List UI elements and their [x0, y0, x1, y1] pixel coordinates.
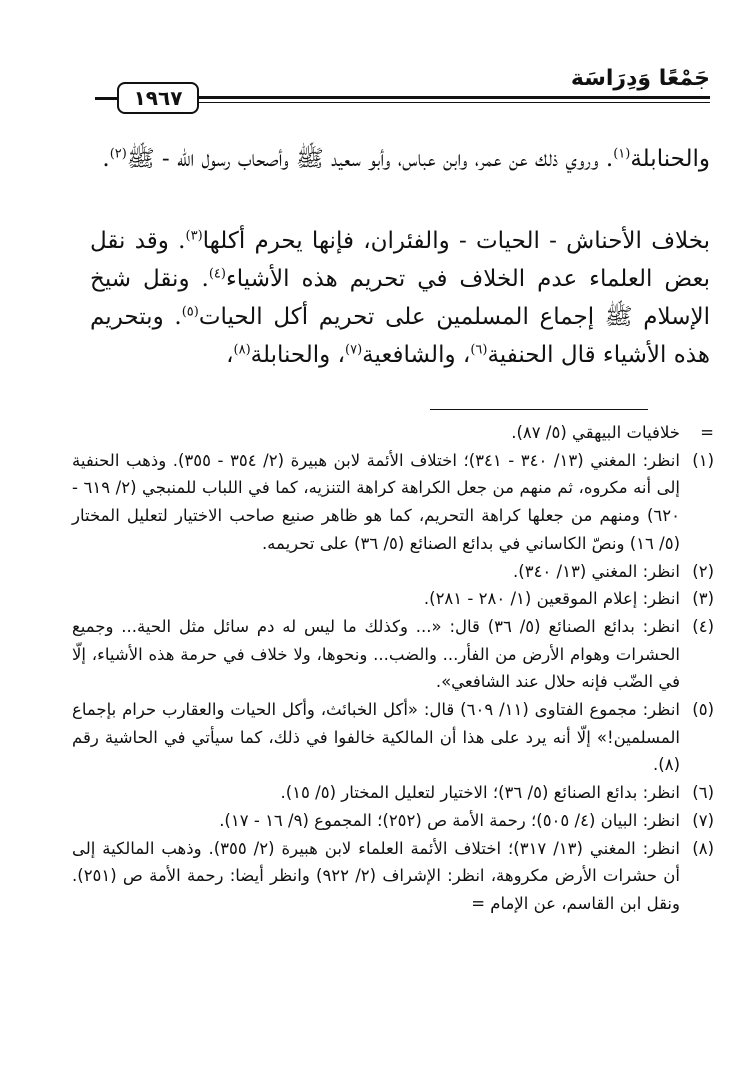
footnote-mark: (٧) [692, 810, 714, 830]
text-run: . ونقل شيخ الإسلام ﷺ إجماع المسلمين على تحريم أكل الحيات [90, 266, 711, 330]
header-rule-thin [190, 102, 710, 103]
text-run: والحنابلة [630, 146, 710, 172]
footnote-mark: (٢) [692, 561, 714, 581]
footnote-text: انظر: مجموع الفتاوى (١١/ ٦٠٩) قال: «أكل الخبائث، وأكل الحيات والعقارب حرام بإجماع المسلمين!» إلّا أنه يرد على هذا أن المالكية خالفوا في ذلك، كما سيأتي في الحاشية رقم (٨). [72, 700, 680, 775]
footnote [72, 447, 714, 558]
text-run: . وروي ذلك عن عمر، وابن عباس، وأبو سعيد ﷺ وأصحاب رسول الله - ﷺ [126, 146, 614, 172]
footnote-mark: (٦) [692, 783, 714, 803]
footnote-mark: (٤) [692, 616, 714, 636]
footnote-text: انظر: المغني (١٣/ ٣١٧)؛ اختلاف الأئمة العلماء لابن هبيرة (٢/ ٣٥٥). وذهب المالكية إلى أن حشرات الأرض مكروهة، انظر: الإشراف (٢/ ٩٢٢) وانظر أيضا: رحمة الأمة ص (٢٥١). ونقل ابن القاسم، عن الإمام = [72, 838, 680, 913]
text-run: . وبتحريم هذه الأشياء قال الحنفية [90, 304, 710, 368]
footnote-text: انظر: بدائع الصنائع (٥/ ٣٦) قال: «... وكذلك ما ليس له دم سائل مثل الحية... وجميع الحشرات وهوام الأرض من الفأر... والضب... ونحوها، ولا خلاف في حرمة هذه الأشياء، إلّا في الضّب فإنه حلال عند الشافعي». [72, 616, 680, 692]
footnote-text: انظر: المغني (١٣/ ٣٤٠). [513, 561, 680, 581]
text-run: . [102, 146, 110, 172]
footnote-mark: (١) [692, 450, 714, 470]
footnote [72, 807, 714, 835]
footnote [72, 585, 714, 613]
footnote-ref: (٦) [470, 342, 488, 358]
footnote-ref: (٣) [185, 228, 203, 244]
footnote [72, 613, 714, 696]
text-run: ، والشافعية [362, 342, 471, 368]
footnote-text: انظر: المغني (١٣/ ٣٤٠ - ٣٤١)؛ اختلاف الأئمة لابن هبيرة (٢/ ٣٥٤ - ٣٥٥). وذهب الحنفية إلى أنه مكروه، ثم منهم من جعل الكراهة كراهة التنزيه، كما في اللباب للمنبجي (٢/ ٦١٩ - ٦٢٠) ومنهم من جعلها كراهة التحريم، كما هو ظاهر صنيع صاحب الاختيار لتعليل المختار (٥/ ١٦) ونصّ الكاساني في بدائع الصنائع (٥/ ٣٦) على تحريمه. [72, 450, 680, 553]
footnote-text: انظر: إعلام الموقعين (١/ ٢٨٠ - ٢٨١). [423, 589, 680, 609]
footnote-ref: (١) [613, 146, 631, 162]
footnote [72, 419, 714, 447]
header-rule-thick [190, 96, 710, 99]
footnote [72, 835, 714, 918]
footnotes [72, 419, 714, 918]
text-run: ، والحنابلة [250, 342, 346, 368]
footnote-ref: (٧) [345, 342, 363, 358]
running-title: جَمْعًا وَدِرَاسَة [570, 66, 710, 91]
footnote-ref: (٥) [181, 304, 199, 320]
footnote [72, 779, 714, 807]
footnote [72, 558, 714, 586]
main-paragraph-1 [90, 140, 710, 178]
footnote-ref: (٨) [233, 342, 251, 358]
footnote-ref: (٤) [208, 266, 226, 282]
text-run: بخلاف الأحناش - الحيات - والفئران، فإنها يحرم أكلها [202, 228, 711, 254]
footnote-ref: (٢) [109, 146, 127, 162]
footnote-text: انظر: بدائع الصنائع (٥/ ٣٦)؛ الاختيار لتعليل المختار (٥/ ١٥). [280, 783, 680, 803]
footnote-mark: (٣) [692, 589, 714, 609]
main-paragraph-2 [90, 222, 710, 374]
footnote-separator [430, 409, 648, 410]
footnote-mark: (٥) [692, 700, 714, 720]
footnote-mark: (٨) [692, 838, 714, 858]
page-number: ١٩٦٧ [117, 82, 199, 114]
footnote-text: خلافيات البيهقي (٥/ ٨٧). [511, 423, 680, 442]
text-run: ، [226, 342, 234, 368]
text-run: . وقد نقل بعض العلماء عدم الخلاف في تحريم هذه الأشياء [90, 228, 710, 292]
page-header [95, 66, 710, 114]
footnote-text: انظر: البيان (٤/ ٥٠٥)؛ رحمة الأمة ص (٢٥٢)؛ المجموع (٩/ ١٦ - ١٧). [219, 810, 680, 830]
footnote [72, 696, 714, 779]
footnote-mark: = [700, 423, 714, 442]
